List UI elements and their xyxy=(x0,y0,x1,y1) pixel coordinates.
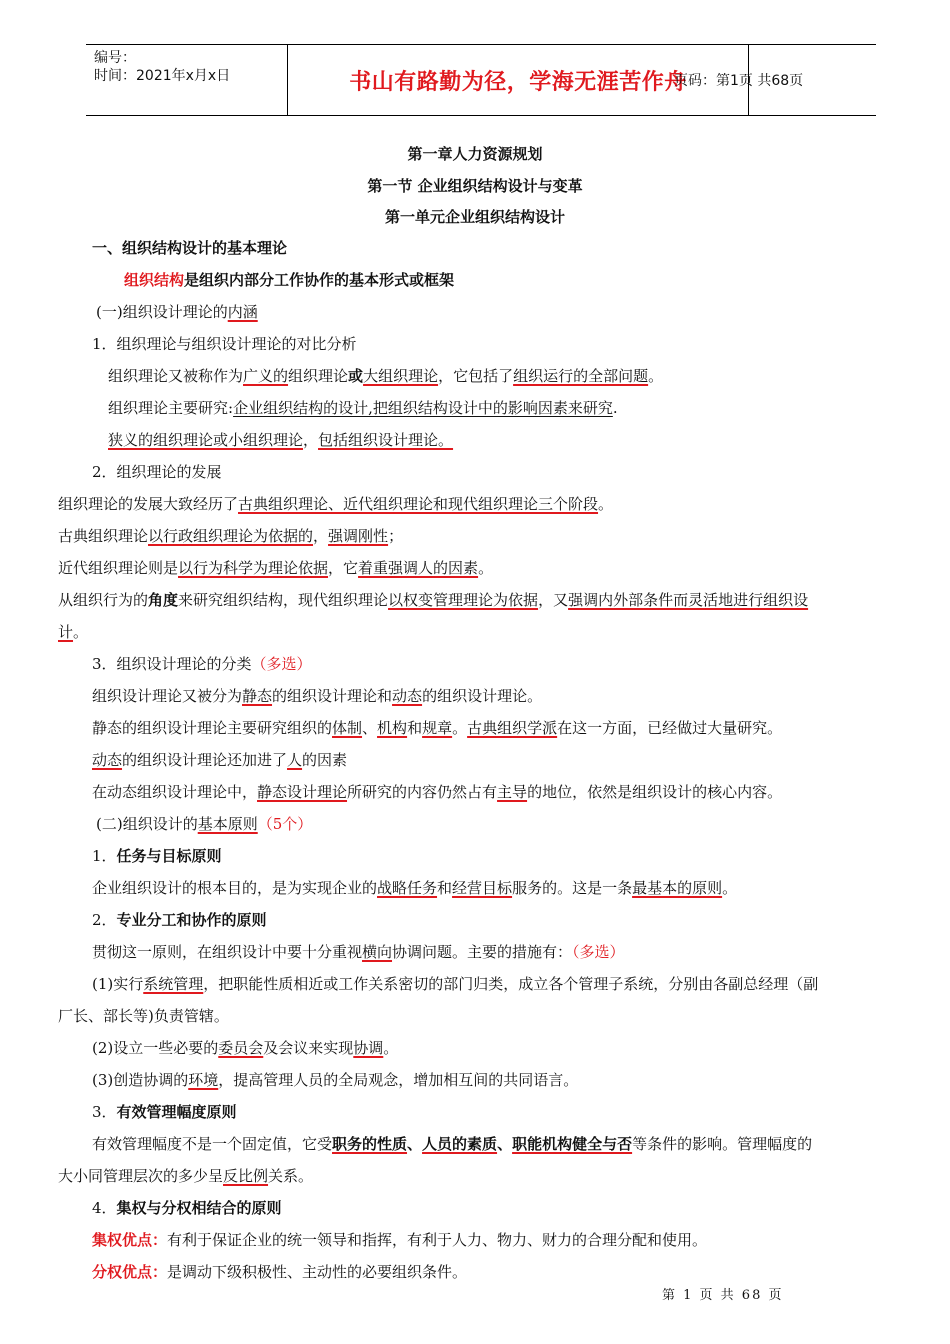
text: 企业组织设计的根本目的，是为实现企业的 xyxy=(92,879,378,897)
paragraph-7-cont xyxy=(58,622,88,642)
text: 或 xyxy=(348,367,364,385)
text: 以行政组织理论为依据的 xyxy=(148,527,314,545)
text: 在动态组织设计理论中， xyxy=(92,783,258,801)
subheading-2 xyxy=(96,814,312,834)
text: 古典组织学派 xyxy=(467,719,558,737)
text: (一)组织设计理论的 xyxy=(96,303,228,321)
paragraph-8 xyxy=(92,686,542,706)
principle-3 xyxy=(92,1102,237,1122)
text: 古典组织理论 xyxy=(58,527,149,545)
text: 强调内外部条件而灵活地进行组织设 xyxy=(568,591,809,609)
paragraph-17-cont xyxy=(58,1166,313,1186)
text: 关系。 xyxy=(268,1167,314,1185)
text: 古典组织理论、近代组织理论和现代组织理论三个阶段 xyxy=(238,495,599,513)
text: 。 xyxy=(648,367,664,385)
text: 。 xyxy=(452,719,468,737)
text: 任务与目标原则 xyxy=(116,847,222,865)
text: 协调问题。主要的措施有： xyxy=(392,943,573,961)
section-title: 第一节 企业组织结构设计与变革 xyxy=(367,177,583,195)
text: 等条件的影响。管理幅度的 xyxy=(632,1135,813,1153)
text: 。 xyxy=(73,623,89,641)
text: 。 xyxy=(722,879,738,897)
text: 主导 xyxy=(497,783,528,801)
header-page-label: 页码：第1页 共68页 xyxy=(674,73,804,89)
text: 集权与分权相结合的原则 xyxy=(116,1199,282,1217)
definition-line xyxy=(124,270,454,290)
text: 服务的。这是一条 xyxy=(512,879,633,897)
text: 的因素 xyxy=(302,751,348,769)
doc-number-label: 编号： xyxy=(94,50,136,66)
text: 所研究的内容仍然占有 xyxy=(347,783,498,801)
item-2: 2．组织理论的发展 xyxy=(92,463,222,481)
text: （5个） xyxy=(257,815,313,833)
text: 体制 xyxy=(332,719,363,737)
text: 有效管理幅度原则 xyxy=(116,1103,237,1121)
text: 企业组织结构的设计,把组织结构设计中的影响因素来研究 xyxy=(233,399,613,417)
text: 职能机构健全与否 xyxy=(512,1135,633,1153)
text: 3．组织设计理论的分类 xyxy=(92,655,252,673)
text: 系统管理 xyxy=(143,975,204,993)
paragraph-3 xyxy=(108,430,453,450)
text: 。 xyxy=(478,559,494,577)
text: 人员的素质 xyxy=(422,1135,498,1153)
text: 经营目标 xyxy=(452,879,513,897)
heading-1: 一、组织结构设计的基本理论 xyxy=(92,239,288,257)
text: 。 xyxy=(598,495,614,513)
header-motto: 书山有路勤为径，学海无涯苦作舟 xyxy=(349,69,687,95)
text: 计 xyxy=(58,623,74,641)
text: 协调 xyxy=(353,1039,384,1057)
text: 强调刚性 xyxy=(328,527,389,545)
subheading-1 xyxy=(96,302,258,322)
text: (3)创造协调的 xyxy=(92,1071,189,1089)
paragraph-19 xyxy=(92,1262,467,1282)
unit-title: 第一单元企业组织结构设计 xyxy=(384,208,565,226)
text: 1． xyxy=(92,847,117,865)
text: ， xyxy=(313,527,329,545)
text: 静态设计理论 xyxy=(257,783,348,801)
text: ， xyxy=(303,431,319,449)
text: 以行为科学为理论依据 xyxy=(178,559,329,577)
item-3 xyxy=(92,654,312,674)
paragraph-10 xyxy=(92,750,347,770)
item-1: 1．组织理论与组织设计理论的对比分析 xyxy=(92,335,357,353)
text: 的组织设计理论还加进了 xyxy=(122,751,288,769)
paragraph-14-cont: 厂长、部长等)负责管辖。 xyxy=(58,1007,229,1025)
text: 内涵 xyxy=(227,303,258,321)
text: 以权变管理理论为依据 xyxy=(388,591,539,609)
text: 环境 xyxy=(188,1071,219,1089)
text: 动态 xyxy=(392,687,423,705)
paragraph-12 xyxy=(92,878,737,898)
text: 职务的性质 xyxy=(332,1135,408,1153)
paragraph-14 xyxy=(92,974,818,994)
text: 人 xyxy=(287,751,303,769)
text: 着重强调人的因素 xyxy=(358,559,479,577)
text: . xyxy=(612,399,618,417)
text: 横向 xyxy=(362,943,393,961)
paragraph-16 xyxy=(92,1070,578,1090)
text: 的地位，依然是组织设计的核心内容。 xyxy=(527,783,783,801)
text: 和 xyxy=(437,879,453,897)
page-header xyxy=(86,44,876,116)
text: ； xyxy=(388,527,404,545)
paragraph-6 xyxy=(58,558,493,578)
text: 、 xyxy=(362,719,378,737)
text: 贯彻这一原则，在组织设计中要十分重视 xyxy=(92,943,363,961)
text: 最基本的原则 xyxy=(632,879,723,897)
paragraph-18 xyxy=(92,1230,707,1250)
text: 动态 xyxy=(92,751,123,769)
text: 3． xyxy=(92,1103,117,1121)
text: 规章 xyxy=(422,719,453,737)
text: 组织运行的全部问题 xyxy=(513,367,649,385)
paragraph-1 xyxy=(108,366,663,386)
text: 基本原则 xyxy=(197,815,258,833)
text: 、 xyxy=(497,1135,513,1153)
text: (2)设立一些必要的 xyxy=(92,1039,219,1057)
text: ，提高管理人员的全局观念，增加相互间的共同语言。 xyxy=(218,1071,579,1089)
text: 角度 xyxy=(148,591,179,609)
text: ，它 xyxy=(328,559,359,577)
doc-time-label: 时间：2021年x月x日 xyxy=(94,68,231,84)
text: 和 xyxy=(407,719,423,737)
text: 从组织行为的 xyxy=(58,591,149,609)
text: 组织理论又被称作为 xyxy=(108,367,244,385)
text: ，它包括了 xyxy=(438,367,514,385)
text: 是调动下级积极性、主动性的必要组织条件。 xyxy=(167,1263,468,1281)
text: （多选） xyxy=(251,655,312,673)
text: 大小同管理层次的多少呈 xyxy=(58,1167,224,1185)
paragraph-11 xyxy=(92,782,782,802)
principle-2 xyxy=(92,910,267,930)
chapter-title: 第一章人力资源规划 xyxy=(407,145,543,163)
paragraph-5 xyxy=(58,526,403,546)
paragraph-2 xyxy=(108,398,618,418)
text: 广义的 xyxy=(243,367,289,385)
paragraph-9 xyxy=(92,718,782,738)
text: 组织理论 xyxy=(288,367,349,385)
paragraph-4 xyxy=(58,494,613,514)
text: 包括组织设计理论。 xyxy=(318,431,454,449)
text: 静态 xyxy=(242,687,273,705)
definition-text: 是组织内部分工作协作的基本形式或框架 xyxy=(184,271,455,289)
paragraph-17 xyxy=(92,1134,812,1154)
text: 大组织理论 xyxy=(363,367,439,385)
text: ，把职能性质相近或工作关系密切的部门归类，成立各个管理子系统，分别由各副总经理（副 xyxy=(203,975,819,993)
text: 组织设计理论又被分为 xyxy=(92,687,243,705)
paragraph-15 xyxy=(92,1038,398,1058)
text: ，又 xyxy=(538,591,569,609)
text: （多选） xyxy=(572,943,625,961)
text: 委员会 xyxy=(218,1039,264,1057)
text: 的组织设计理论和 xyxy=(272,687,393,705)
text: 4． xyxy=(92,1199,117,1217)
text: 及会议来实现 xyxy=(263,1039,354,1057)
text: (1)实行 xyxy=(92,975,144,993)
text: 狭义的组织理论或小组织理论 xyxy=(108,431,304,449)
page-footer: 第 1 页 共 68 页 xyxy=(662,1288,784,1303)
paragraph-13 xyxy=(92,942,625,962)
text: 组织理论主要研究: xyxy=(108,399,234,417)
text: (二)组织设计的 xyxy=(96,815,198,833)
text: 来研究组织结构，现代组织理论 xyxy=(178,591,389,609)
definition-term: 组织结构 xyxy=(124,271,185,289)
text: 反比例 xyxy=(223,1167,269,1185)
text: 近代组织理论则是 xyxy=(58,559,179,577)
text: 在这一方面，已经做过大量研究。 xyxy=(557,719,783,737)
text: 机构 xyxy=(377,719,408,737)
text: 、 xyxy=(407,1135,423,1153)
text: 的组织设计理论。 xyxy=(422,687,543,705)
text: 。 xyxy=(383,1039,399,1057)
text: 有效管理幅度不是一个固定值，它受 xyxy=(92,1135,333,1153)
principle-1 xyxy=(92,846,222,866)
paragraph-7 xyxy=(58,590,808,610)
principle-4 xyxy=(92,1198,282,1218)
header-page-cell xyxy=(674,45,880,115)
text: 战略任务 xyxy=(377,879,438,897)
header-meta xyxy=(94,45,290,119)
text: 2． xyxy=(92,911,117,929)
text: 集权优点： xyxy=(92,1231,168,1249)
text: 分权优点： xyxy=(92,1263,168,1281)
text: 有利于保证企业的统一领导和指挥，有利于人力、物力、财力的合理分配和使用。 xyxy=(167,1231,708,1249)
text: 组织理论的发展大致经历了 xyxy=(58,495,239,513)
text: 专业分工和协作的原则 xyxy=(116,911,267,929)
text: 静态的组织设计理论主要研究组织的 xyxy=(92,719,333,737)
